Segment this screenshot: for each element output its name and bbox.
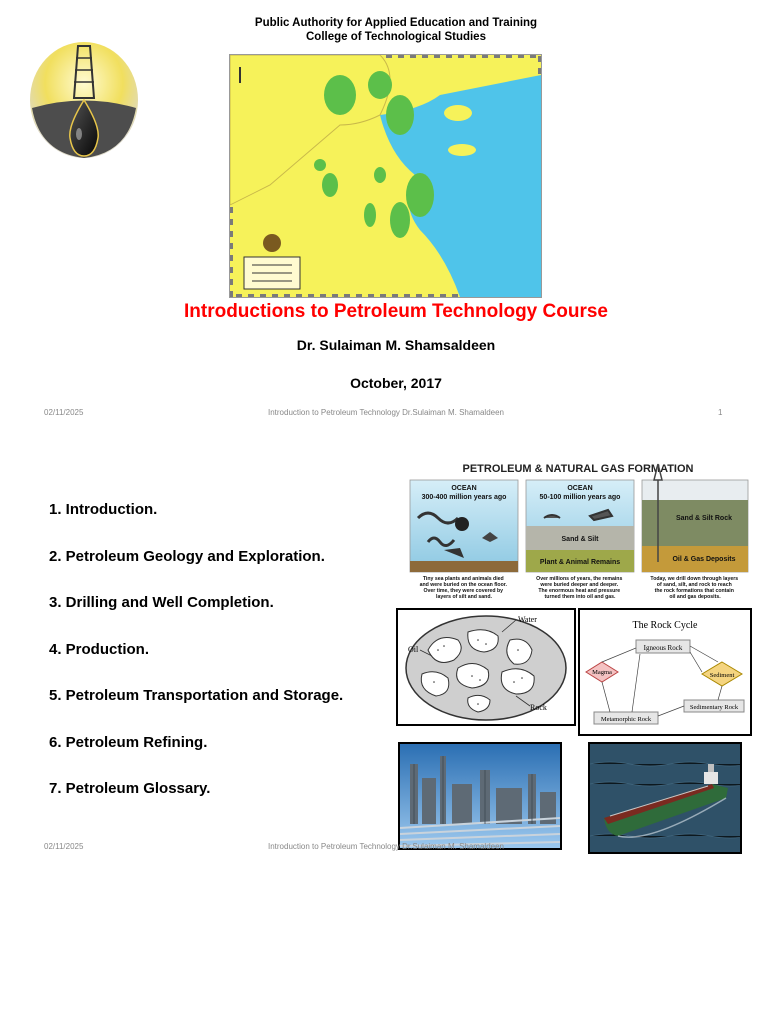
slide-number: 1 bbox=[718, 408, 723, 417]
petroleum-formation-diagram bbox=[404, 458, 752, 606]
refinery-photo bbox=[398, 742, 562, 850]
era-label: 50-100 million years ago bbox=[539, 494, 621, 501]
rock-cycle-title: The Rock Cycle bbox=[632, 620, 698, 631]
oil-label: Oil bbox=[408, 645, 419, 654]
author-name: Dr. Sulaiman M. Shamsaldeen bbox=[296, 337, 496, 353]
sediment-label: Sediment bbox=[709, 672, 735, 679]
toc-item: 5. Petroleum Transportation and Storage. bbox=[49, 687, 344, 704]
footer-title: Introduction to Petroleum Technology Dr.Sulaiman M. Shamaldeen bbox=[268, 842, 504, 851]
toc-item: 1. Introduction. bbox=[49, 501, 158, 518]
caption-1: Tiny sea plants and animals died and were buried on the ocean floor. Over time, they were covered by layers of silt and sand. bbox=[419, 576, 507, 600]
ocean-label: OCEAN bbox=[451, 485, 477, 492]
institution-name: Public Authority for Applied Education and Training bbox=[254, 17, 538, 29]
toc-item: 4. Production. bbox=[49, 640, 150, 658]
footer-date: 02/11/2025 bbox=[44, 842, 84, 851]
oil-tanker-photo bbox=[588, 742, 742, 854]
layer-label: Sand & Silt bbox=[561, 536, 599, 543]
presentation-date: October, 2017 bbox=[350, 375, 442, 391]
era-label: 300-400 million years ago bbox=[421, 494, 507, 501]
oil-drop-logo bbox=[28, 38, 140, 164]
caption-3: Today, we drill down through layers of sand, silt, and rock to reach the rock formations that contain oil and gas deposits. bbox=[650, 576, 739, 600]
magma-label: Magma bbox=[592, 669, 612, 676]
footer-title: Introduction to Petroleum Technology Dr.Sulaiman M. Shamaldeen bbox=[268, 408, 504, 417]
course-title: Introductions to Petroleum Technology Course bbox=[183, 301, 608, 322]
college-name: College of Technological Studies bbox=[306, 31, 486, 43]
formation-title: PETROLEUM & NATURAL GAS FORMATION bbox=[462, 463, 694, 475]
layer-label: Plant & Animal Remains bbox=[539, 559, 621, 566]
caption-2: Over millions of years, the remains were buried deeper and deeper. The enormous heat and pressure turned them into oil and gas. bbox=[536, 576, 623, 600]
reservoir-rock-diagram bbox=[396, 608, 576, 726]
water-label: Water bbox=[518, 615, 537, 624]
sedimentary-rock-label: Sedimentary Rock bbox=[689, 704, 739, 711]
ocean-label: OCEAN bbox=[567, 485, 593, 492]
toc-item: 2. Petroleum Geology and Exploration. bbox=[49, 547, 325, 565]
metamorphic-rock-label: Metamorphic Rock bbox=[600, 716, 652, 723]
igneous-rock-label: Igneous Rock bbox=[643, 644, 683, 652]
rock-cycle-diagram bbox=[578, 608, 752, 736]
layer-label: Sand & Silt Rock bbox=[675, 515, 733, 522]
course-contents-list bbox=[49, 498, 343, 824]
rock-label: Rock bbox=[530, 703, 547, 712]
layer-label: Oil & Gas Deposits bbox=[672, 556, 736, 563]
kuwait-oilfields-map bbox=[229, 54, 542, 298]
toc-item: 6. Petroleum Refining. bbox=[49, 733, 208, 751]
toc-item: 7. Petroleum Glossary. bbox=[49, 780, 211, 797]
toc-item: 3. Drilling and Well Completion. bbox=[49, 594, 274, 611]
footer-date: 02/11/2025 bbox=[44, 408, 84, 417]
